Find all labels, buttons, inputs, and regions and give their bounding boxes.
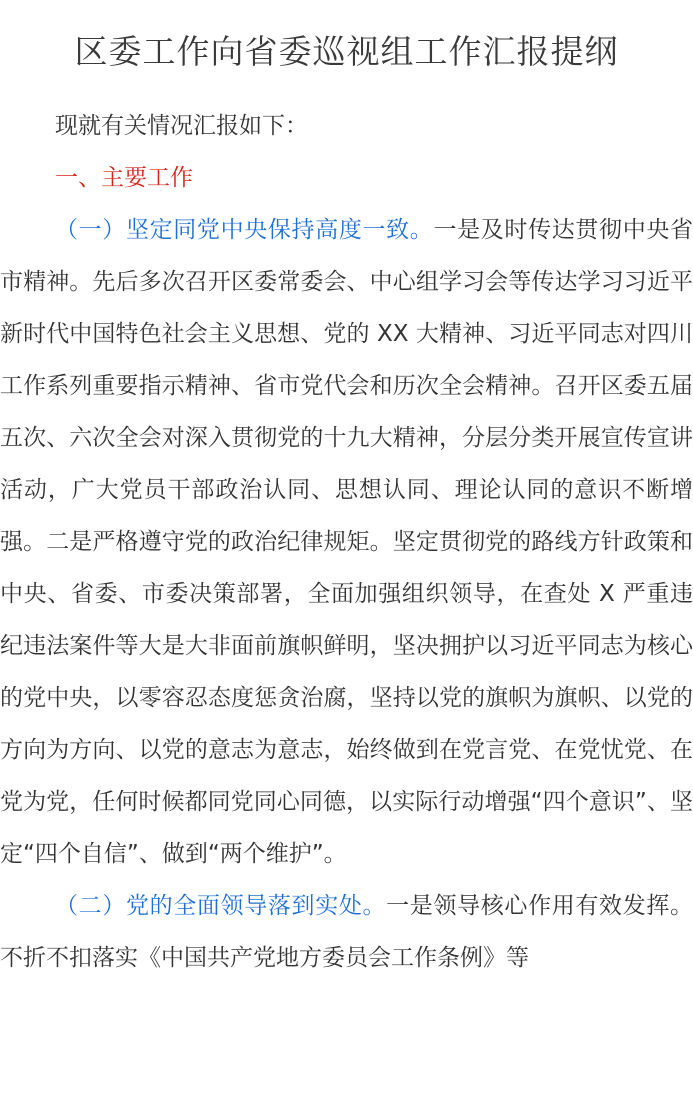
section-heading-main-work: 一、主要工作 — [55, 165, 193, 191]
subsection-2-body: 一是领导核心作用有效发挥。不折不扣落实《中国共产党地方委员会工作条例》等 — [0, 893, 693, 971]
document-body — [0, 100, 693, 984]
subsection-1-heading: （一）坚定同党中央保持高度一致。 — [55, 217, 434, 243]
intro-text: 现就有关情况汇报如下： — [55, 113, 308, 139]
subsection-1-body: 一是及时传达贯彻中央省市精神。先后多次召开区委常委会、中心组学习会等传达学习习近平新时代中国特色社会主义思想、党的 XX 大精神、习近平同志对四川工作系列重要指示精神、省市党代会和历次全会精神。召开区委五届五次、六次全会对深入贯彻党的十九大精神，分层分类开展宣传宣讲活动，广大党员干部政治认同、思想认同、理论认同的意识不断增强。二是严格遵守党的政治纪律规矩。坚定贯彻党的路线方针政策和中央、省委、市委决策部署，全面加强组织领导，在查处 X 严重违纪违法案件等大是大非面前旗帜鲜明，坚决拥护以习近平同志为核心的党中央，以零容忍态度惩贪治腐，坚持以党的旗帜为旗帜、以党的方向为方向、以党的意志为意志，始终做到在党言党、在党忧党、在党为党，任何时候都同党同心同德，以实际行动增强“四个意识”、坚定“四个自信”、做到“两个维护”。 — [0, 217, 693, 867]
section-heading-paragraph — [0, 152, 693, 204]
subsection-2-paragraph — [0, 880, 693, 984]
document-title: 区委工作向省委巡视组工作汇报提纲 — [74, 32, 619, 71]
subsection-2-heading: （二）党的全面领导落到实处。 — [55, 893, 387, 919]
intro-paragraph — [0, 100, 693, 152]
subsection-1-paragraph — [0, 204, 693, 880]
